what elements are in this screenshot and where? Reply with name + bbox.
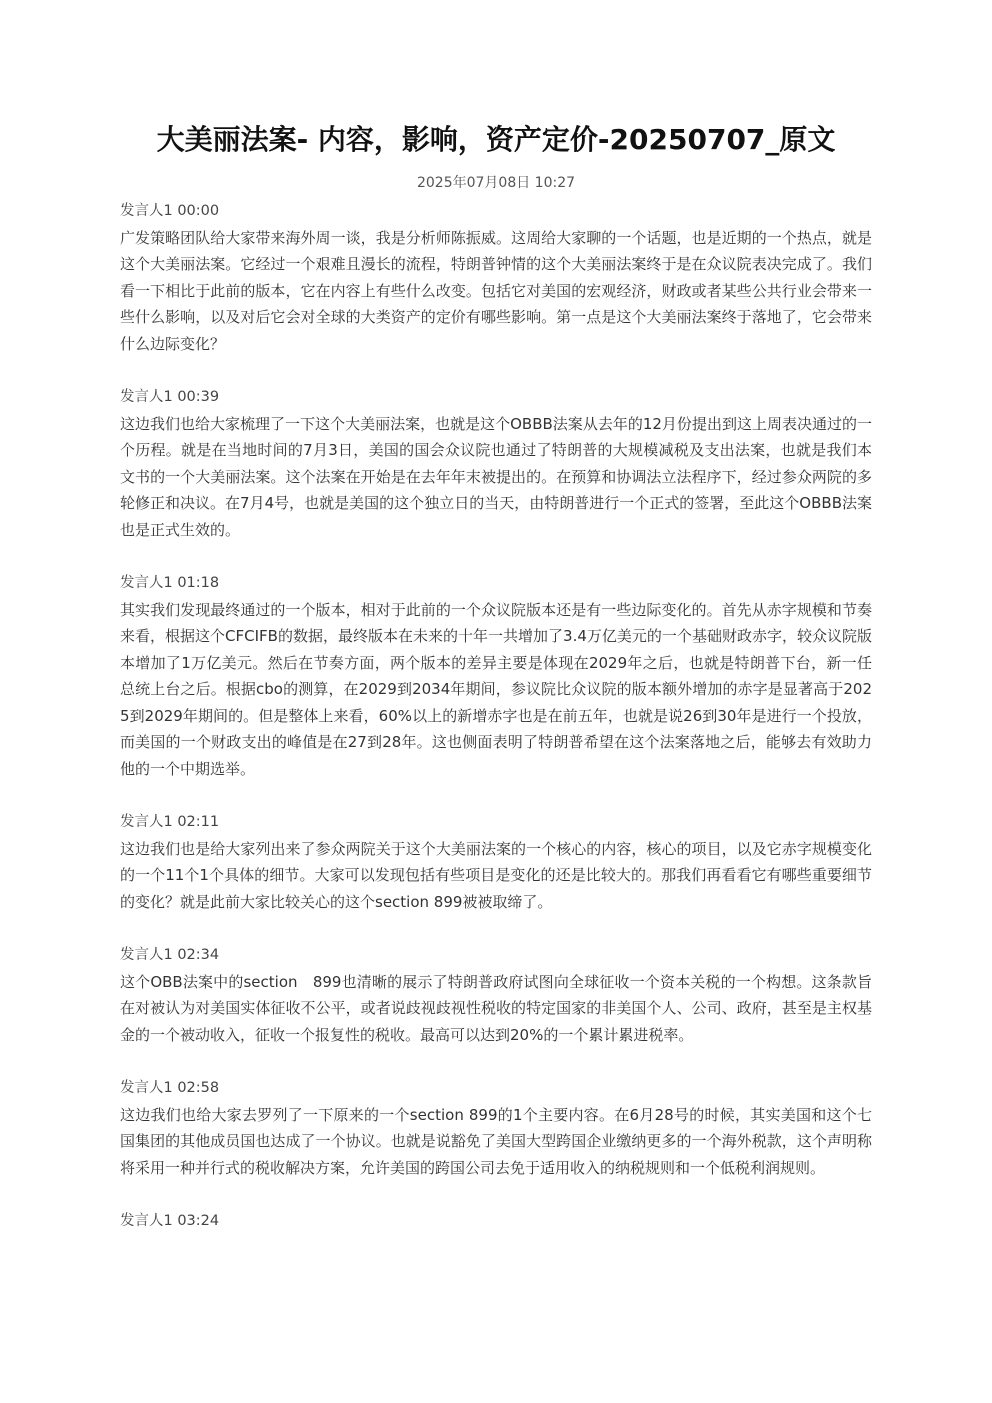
transcript-body	[120, 198, 872, 1262]
speaker-timestamp: 发言人1 03:24	[120, 1213, 220, 1229]
speaker-timestamp: 发言人1 02:58	[120, 1080, 220, 1096]
segment-text: 这边我们也给大家去罗列了一下原来的一个section 899的1个主要内容。在6月28号的时候，其实美国和这个七国集团的其他成员国也达成了一个协议。也就是说豁免了美国大型跨国企业缴纳更多的一个海外税款，这个声明称将采用一种并行式的税收解决方案，允许美国的跨国公司去免于适用收入的纳税规则和一个低税利润规则。	[120, 1105, 872, 1177]
segment-text: 这个OBB法案中的section 899也清晰的展示了特朗普政府试图向全球征收一个资本关税的一个构想。这条款旨在对被认为对美国实体征收不公平，或者说歧视歧视性税收的特定国家的非美国个人、公司、政府，甚至是主权基金的一个被动收入，征收一个报复性的税收。最高可以达到20%的一个累计累进税率。	[120, 972, 872, 1044]
speaker-timestamp: 发言人1 02:34	[120, 947, 220, 963]
speaker-timestamp: 发言人1 00:39	[120, 389, 220, 405]
transcript-segment	[120, 809, 872, 915]
segment-text: 这边我们也是给大家列出来了参众两院关于这个大美丽法案的一个核心的内容，核心的项目，以及它赤字规模变化的一个11个1个具体的细节。大家可以发现包括有些项目是变化的还是比较大的。那我们再看看它有哪些重要细节的变化？就是此前大家比较关心的这个section 899被被取缔了。	[120, 839, 872, 911]
document-title: 大美丽法案- 内容，影响，资产定价-20250707_原文	[156, 123, 836, 156]
transcript-segment	[120, 384, 872, 543]
segment-text: 这边我们也给大家梳理了一下这个大美丽法案，也就是这个OBBB法案从去年的12月份提出到这上周表决通过的一个历程。就是在当地时间的7月3日，美国的国会众议院也通过了特朗普的大规模减税及支出法案，也就是我们本文书的一个大美丽法案。这个法案在开始是在去年年末被提出的。在预算和协调法立法程序下，经过参众两院的多轮修正和决议。在7月4号，也就是美国的这个独立日的当天，由特朗普进行一个正式的签署，至此这个OBBB法案也是正式生效的。	[120, 414, 872, 539]
transcript-segment	[120, 1208, 872, 1235]
transcript-segment	[120, 198, 872, 357]
speaker-timestamp: 发言人1 01:18	[120, 575, 220, 591]
transcript-segment	[120, 570, 872, 782]
speaker-timestamp: 发言人1 02:11	[120, 814, 220, 830]
transcript-segment	[120, 942, 872, 1048]
transcript-segment	[120, 1075, 872, 1181]
speaker-timestamp: 发言人1 00:00	[120, 203, 220, 219]
document-date: 2025年07月08日 10:27	[416, 175, 576, 191]
segment-text: 广发策略团队给大家带来海外周一谈，我是分析师陈振威。这周给大家聊的一个话题，也是近期的一个热点，就是这个大美丽法案。它经过一个艰难且漫长的流程，特朗普钟情的这个大美丽法案终于是在众议院表决完成了。我们看一下相比于此前的版本，它在内容上有些什么改变。包括它对美国的宏观经济，财政或者某些公共行业会带来一些什么影响，以及对后它会对全球的大类资产的定价有哪些影响。第一点是这个大美丽法案终于落地了，它会带来什么边际变化？	[120, 228, 872, 353]
segment-text: 其实我们发现最终通过的一个版本，相对于此前的一个众议院版本还是有一些边际变化的。首先从赤字规模和节奏来看，根据这个CFCIFB的数据，最终版本在未来的十年一共增加了3.4万亿美元的一个基础财政赤字，较众议院版本增加了1万亿美元。然后在节奏方面，两个版本的差异主要是体现在2029年之后，也就是特朗普下台，新一任总统上台之后。根据cbo的测算，在2029到2034年期间，参议院比众议院的版本额外增加的赤字是显著高于2025到2029年期间的。但是整体上来看，60%以上的新增赤字也是在前五年，也就是说26到30年是进行一个投放，而美国的一个财政支出的峰值是在27到28年。这也侧面表明了特朗普希望在这个法案落地之后，能够去有效助力他的一个中期选举。	[120, 600, 872, 778]
